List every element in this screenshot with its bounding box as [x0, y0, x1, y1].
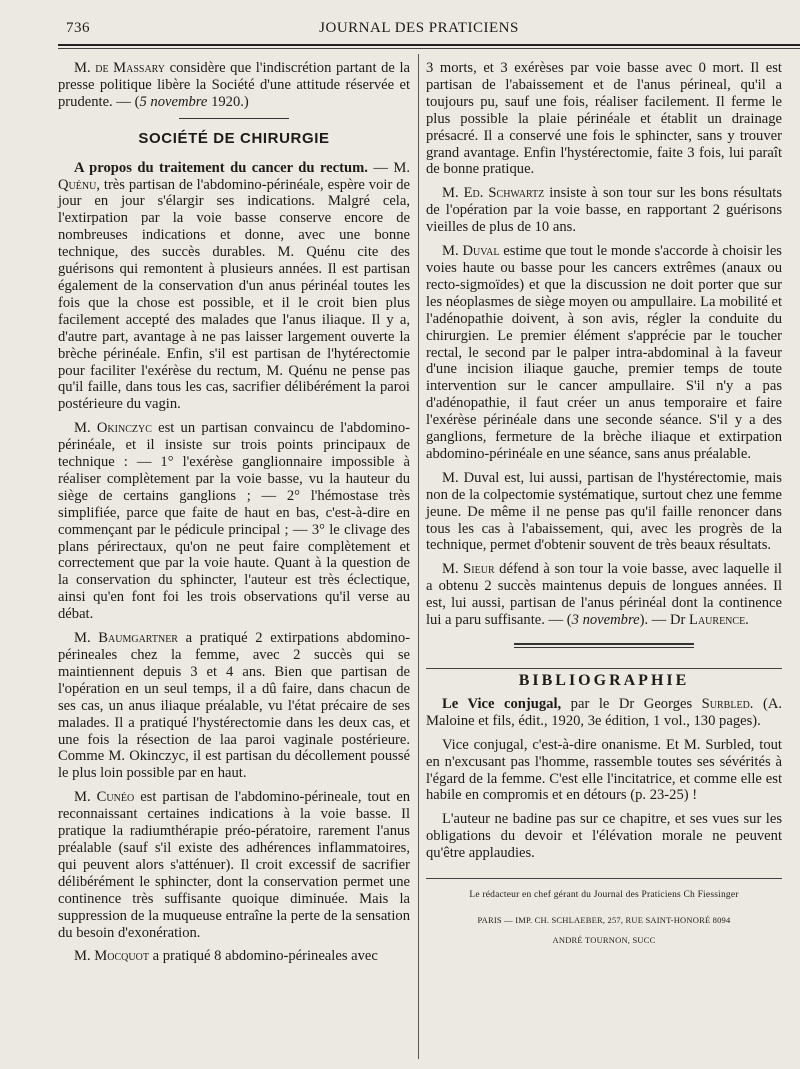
paragraph-biblio-review: Vice conjugal, c'est-à-dire onanisme. Et M. Surbled, tout en n'excusant pas l'homme, rassemble toutes ses sévérités à l'égard de la femme. C'est elle l'incitatrice, et comme elle est habile en compromis et en détours (p. 23-25) !	[426, 736, 782, 804]
footer-successor: ANDRÉ TOURNON, SUCC	[552, 934, 656, 945]
paragraph-quenu: A propos du traitement du cancer du rectum. — M. Quénu, très partisan de l'abdomino-périnéale, espère voir de jour en jour s'élargir ses indications. Malgré cela, l'extirpation par la voie basse conserve encore de nombreuses indications et donne, avec une bonne technique, des succès durables. M. Quénu cite des guérisons qui remontent à plusieurs années. Il est partisan également de la conservation d'un anus périnéal toutes les fois que la chose est possible, et il le croit bien plus facilement accepté des malades que l'anus iliaque. Il y a, d'autre part, avantage à ne pas laisser largement ouverte la brèche périnéale. Enfin, s'il est partisan de l'hytérectomie pour faciliter l'exérèse du rectum, M. Quénu ne pense pas qu'il faille, dans tous les cas, sacrifier délibérément la paroi postérieure du vagin.	[58, 159, 410, 413]
paragraph-cuneo: M. Cunéo est partisan de l'abdomino-périneale, tout en reconnaissant certaines indications à la voie basse. Il pratique la radiumthérapie préo-pératoire, rarement l'anus préalable (sauf s'il existe des adhérences inflammatoires, qui peuvent alors s'atténuer). Il croit excessif de sacrifier délibérément le sphincter, dont la conservation permet une continence très suffisante quoique diminuée. Mais la suppression de la muqueuse entraîne la perte de la sensation du besoin d'exonération.	[58, 789, 410, 941]
book-title: Le Vice conjugal,	[442, 695, 562, 712]
header-rule	[58, 44, 800, 46]
paragraph-duval: M. Duval estime que tout le monde s'accorde à choisir les voies haute ou basse pour les cancers extrêmes (anaux ou recto-sigmoïdes) et que la discussion ne doit porter que sur les néoplasmes de siège moyen ou ampullaire. La mobilité et l'adénopathie doivent, à son avis, régler la conduite du chirurgien. Le premier élément s'apprécie par le toucher rectal, le second par le palper intra-abdominal à la faveur d'une incision iliaque gauche, premier temps de toute intervention sur le cancer ampullaire. S'il n'y a pas d'adénopathie, il faut créer un anus temporaire et faire l'exérèse périnéale dans une seconde séance. S'il y a des ganglions, fermeture de la brèche iliaque et extirpation abdomino-périnéale en une séance, sans anus préalable.	[426, 243, 782, 462]
person-name: Baumgartner	[98, 630, 178, 647]
column-divider	[418, 54, 419, 1059]
date: 3 novembre	[571, 612, 640, 629]
footer-printer: PARIS — IMP. CH. SCHLAEBER, 257, RUE SAINT-HONORÉ 8094	[477, 914, 731, 925]
person-name: Surbled.	[701, 695, 754, 712]
signature: Laurence.	[689, 612, 749, 629]
section-title-bibliographie: BIBLIOGRAPHIE	[426, 668, 782, 690]
person-name: Ed. Schwartz	[463, 185, 545, 202]
paragraph-biblio-review-2: L'auteur ne badine pas sur ce chapitre, et ses vues sur les obligations du devoir et l'élévation morale ne peuvent qu'être applaudies.	[426, 811, 782, 862]
section-title: SOCIÉTÉ DE CHIRURGIE	[138, 129, 330, 147]
footer-editor: Le rédacteur en chef gérant du Journal des Praticiens Ch Fiessinger	[469, 890, 739, 901]
right-column	[426, 60, 782, 949]
person-name: Okinczyc	[96, 420, 152, 437]
paragraph-duval-2: M. Duval est, lui aussi, partisan de l'hystérectomie, mais non de la colpectomie systématique, surtout chez une femme jeune. De même il ne pense pas qu'il faille renoncer dans tous les cas à l'abaissement, qui, avec les progrès de la technique, permet d'obtenir souvent de très beaux résultats.	[426, 469, 782, 554]
separator-rule-thin	[514, 647, 694, 648]
paragraph-okinczyc: M. Okinczyc est un partisan convaincu de l'abdomino-périnéale, et il insiste sur trois points principaux de technique : — 1° l'exérèse ganglionnaire impossible à réaliser complètement par la voie basse, vu la hauteur du siège de certains ganglions ; — 2° l'hémostase très simplifiée, parce que faite de haut en bas, c'est-à-dire en commençant par le pédicule principal ; — 3° le clivage des plans périrectaux, qu'on ne peut faire complètement et correctement que par la voie haute. Quant à la question de la conservation du sphincter, l'auteur est très éclectique, ainsi qu'en font foi les trois observations qu'il verse au débat.	[58, 420, 410, 623]
person-name: Quénu	[58, 176, 97, 193]
paragraph-sieur: M. Sieur défend à son tour la voie basse, avec laquelle il a obtenu 2 succès maintenus depuis de longues années. Il est, lui aussi, partisan de l'anus périnéal dont la continence lui a paru suffisante. — (3 novembre). — Dr Laurence.	[426, 561, 782, 629]
footer-rule	[426, 878, 782, 879]
running-title: JOURNAL DES PRATICIENS	[319, 20, 519, 36]
person-name: M. de Massary	[74, 60, 166, 76]
paragraph-baumgartner: M. Baumgartner a pratiqué 2 extirpations abdomino-périneales chez la femme, avec 2 succès qui se maintiennent depuis 3 et 4 ans. Bien que partisan de l'opération en un seul temps, il a dû faire, dans chacun de ses cas, un anus iliaque préalable, vu l'état précaire de ses malades. Il a pratiqué l'hystérectomie dans les deux cas, et une fois la résection de laa paroi vaginale postérieure. Comme M. Okinczyc, il est partisan du décollement poussé le plus loin possible par en haut.	[58, 630, 410, 782]
header-rule-thin	[58, 48, 800, 49]
article-title: A propos du traitement du cancer du rectum.	[74, 159, 368, 176]
page-number: 736	[66, 20, 90, 36]
person-name: Duval	[462, 243, 500, 260]
paragraph-massary: M. de Massary considère que l'indiscrétion partant de la presse politique libère la Société d'une attitude réservée et prudente. — (5 novembre 1920.)	[58, 60, 410, 110]
person-name: Mocquot	[94, 948, 149, 965]
left-column	[58, 60, 410, 972]
paragraph-schwartz: M. Ed. Schwartz insiste à son tour sur les bons résultats de l'opération par la voie basse, en rapportant 2 guérisons vieilles de plus de 10 ans.	[426, 185, 782, 236]
paragraph-mocquot-cont: 3 morts, et 3 exérèses par voie basse avec 0 mort. Il est partisan de l'abaissement et de l'anus périneal, qu'il a toujours pu, sauf une fois, réaliser facilement. Il ferme le plus possible la plaie périnéale et établit un drainage présacré. Il a conservé une fois le sphincter, sans y trouver grand avantage. Enfin l'hystérectomie, faite 3 fois, lui paraît de bonne pratique.	[426, 60, 782, 178]
paragraph-mocquot: M. Mocquot a pratiqué 8 abdomino-périneales avec	[74, 948, 378, 965]
person-name: Sieur	[463, 561, 495, 578]
date: 5 novembre	[139, 93, 208, 110]
separator-rule	[179, 118, 289, 119]
person-name: Cunéo	[96, 789, 135, 806]
paragraph-biblio-entry: Le Vice conjugal, par le Dr Georges Surbled. (A. Maloine et fils, édit., 1920, 3e édition, 1 vol., 130 pages).	[426, 695, 783, 729]
separator-rule	[514, 643, 694, 645]
page-header	[58, 18, 780, 42]
